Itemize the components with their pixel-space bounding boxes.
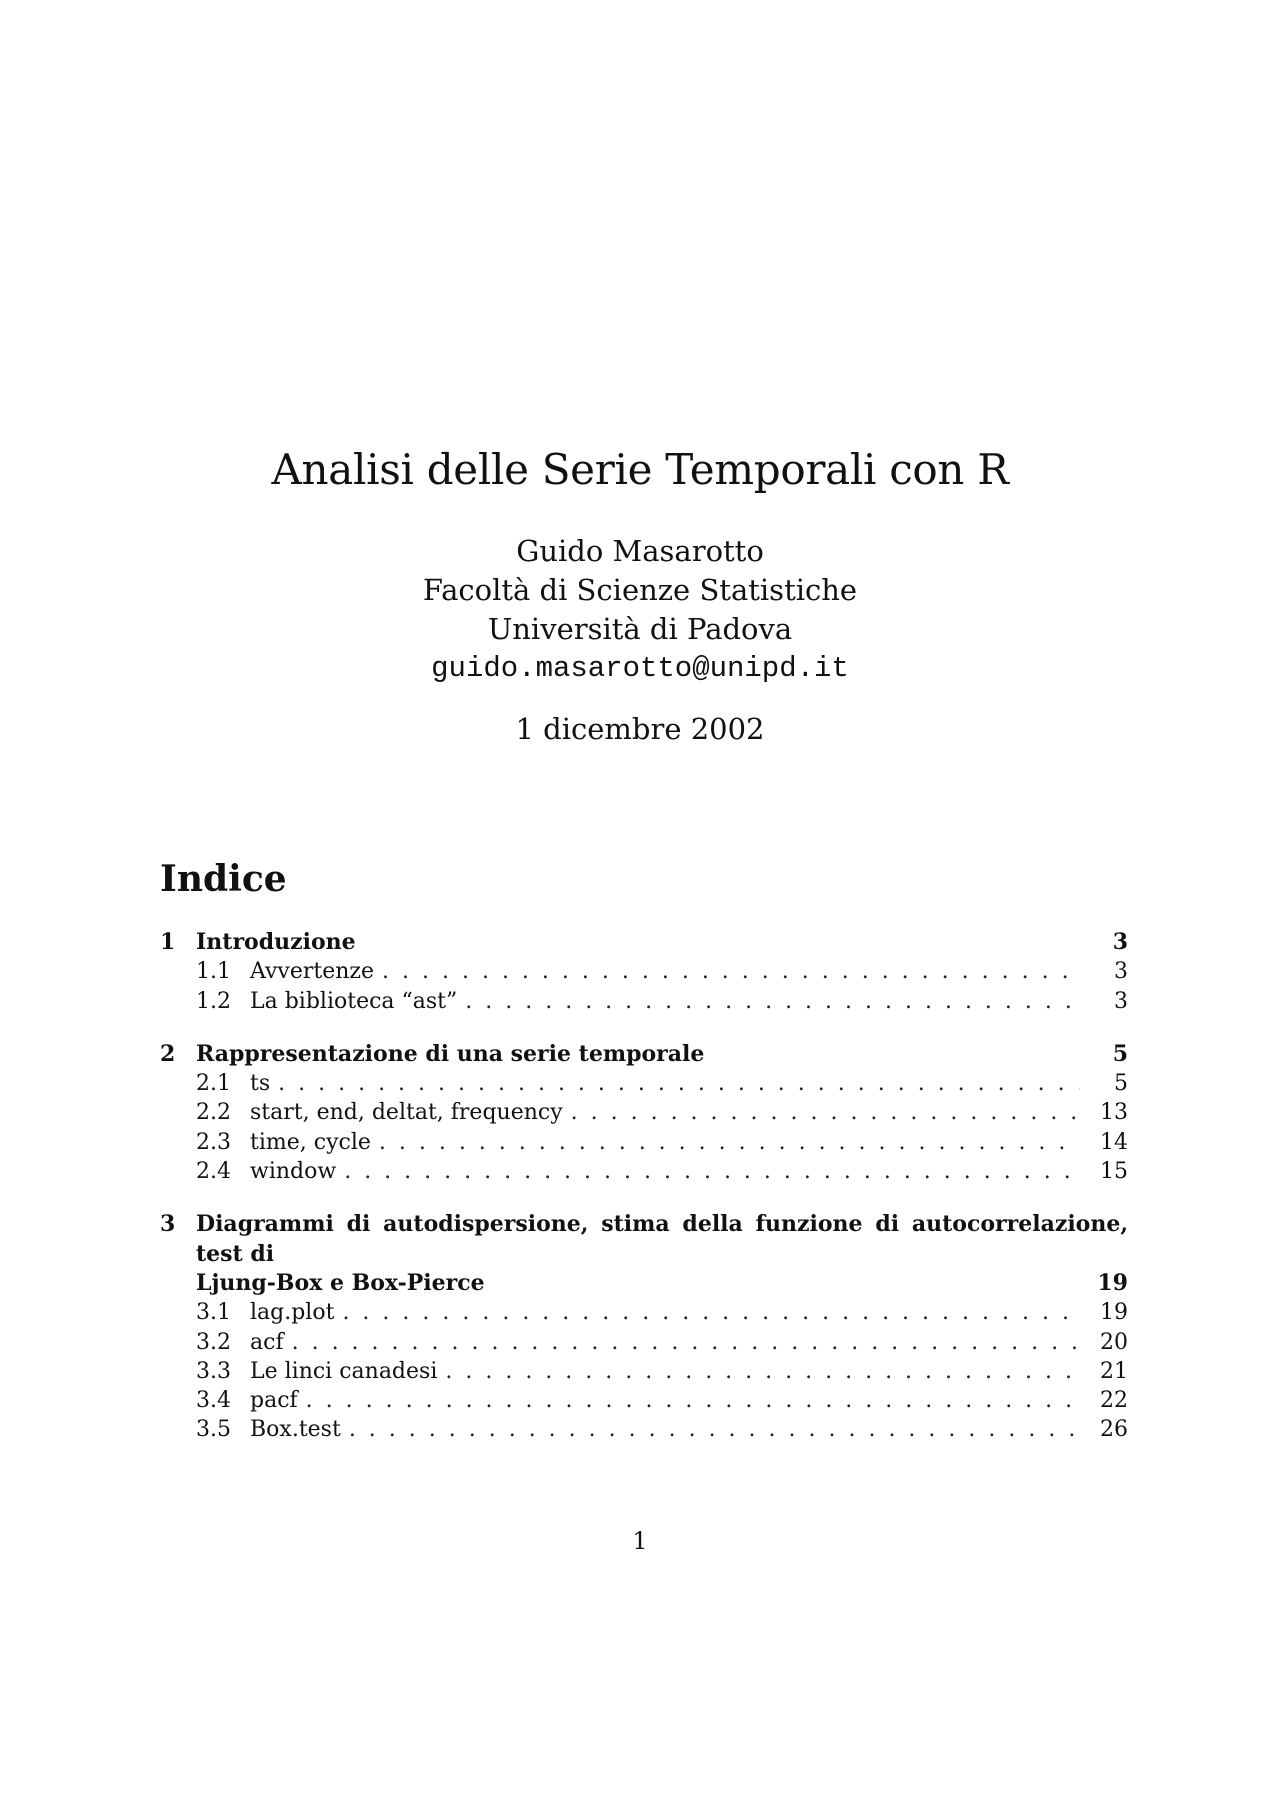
author-university: Università di Padova <box>487 612 793 646</box>
toc-entry <box>160 928 1128 957</box>
toc-section-2 <box>160 1040 1128 1186</box>
toc-subsection-title: Avvertenze <box>250 959 375 985</box>
toc-subsection-number: 3.4 <box>196 1388 231 1414</box>
toc-subentry <box>160 987 1128 1016</box>
toc-subentry <box>160 957 1128 986</box>
toc-heading: Indice <box>160 858 287 900</box>
toc-subsection-number: 2.1 <box>196 1071 231 1097</box>
toc-subsection-title: lag.plot <box>250 1300 335 1326</box>
toc-subsection-title: start, end, deltat, frequency <box>250 1100 563 1126</box>
page-number: 1 <box>632 1527 648 1555</box>
toc-subsection-title: window <box>250 1159 337 1185</box>
toc-subentry <box>160 1298 1128 1327</box>
author-name: Guido Masarotto <box>516 534 764 568</box>
toc-page-number: 14 <box>1100 1129 1128 1155</box>
toc-leader-dots <box>445 1357 1080 1386</box>
toc-leader-dots <box>379 1128 1080 1157</box>
author-block <box>0 532 1280 688</box>
toc-page-number: 15 <box>1100 1159 1128 1185</box>
toc-page-number: 3 <box>1112 929 1128 955</box>
toc-page-number: 22 <box>1100 1388 1128 1414</box>
toc-section-title: Rappresentazione di una serie temporale <box>196 1040 705 1067</box>
toc-subentry <box>160 1357 1128 1386</box>
toc-section-title-line1: Diagrammi di autodispersione, stima della funzione di autocorrelazione, test di <box>196 1211 1128 1267</box>
toc-section-number: 2 <box>160 1040 176 1067</box>
toc-subentry <box>160 1386 1128 1415</box>
toc-leader-dots <box>278 1069 1080 1098</box>
toc-page-number: 13 <box>1100 1100 1128 1126</box>
toc-leader-dots <box>571 1098 1080 1127</box>
toc-subsection-number: 1.1 <box>196 959 231 985</box>
toc-page-number: 5 <box>1112 1040 1128 1067</box>
toc-section-title <box>196 1210 1128 1269</box>
toc-page-number: 20 <box>1100 1329 1128 1355</box>
toc-leader-dots <box>349 1415 1080 1444</box>
toc-page-number: 3 <box>1114 959 1128 985</box>
toc-section-title: Introduzione <box>196 929 356 955</box>
toc-subsection-title: time, cycle <box>250 1129 371 1155</box>
toc-subentry <box>160 1098 1128 1127</box>
toc-entry <box>160 1210 1128 1269</box>
toc-page-number: 26 <box>1100 1417 1128 1443</box>
toc-leader-dots <box>342 1298 1080 1327</box>
toc-entry <box>160 1040 1128 1069</box>
toc-subsection-number: 3.3 <box>196 1358 231 1384</box>
table-of-contents <box>160 928 1128 1469</box>
toc-section-title-line2: Ljung-Box e Box-Pierce <box>196 1269 485 1296</box>
toc-subentry <box>160 1069 1128 1098</box>
toc-leader-dots <box>465 987 1080 1016</box>
toc-subsection-number: 2.3 <box>196 1129 231 1155</box>
toc-subsection-title: Le linci canadesi <box>250 1358 438 1384</box>
author-faculty: Facoltà di Scienze Statistiche <box>422 573 858 607</box>
toc-page-number: 3 <box>1114 988 1128 1014</box>
toc-subsection-number: 2.2 <box>196 1100 231 1126</box>
toc-subsection-number: 3.1 <box>196 1300 231 1326</box>
toc-subentry <box>160 1415 1128 1444</box>
toc-page-number: 5 <box>1114 1071 1128 1097</box>
toc-page-number: 19 <box>1100 1300 1128 1326</box>
toc-subsection-title: ts <box>250 1071 271 1097</box>
toc-subentry <box>160 1128 1128 1157</box>
toc-leader-dots <box>292 1328 1080 1357</box>
toc-subsection-number: 3.2 <box>196 1329 231 1355</box>
toc-subsection-title: Box.test <box>250 1417 341 1443</box>
toc-subentry <box>160 1328 1128 1357</box>
toc-section-number: 1 <box>160 929 176 955</box>
document-date: 1 dicembre 2002 <box>515 712 765 746</box>
toc-subsection-title: acf <box>250 1329 284 1355</box>
toc-subsection-number: 1.2 <box>196 988 231 1014</box>
toc-subsection-number: 2.4 <box>196 1159 231 1185</box>
author-email: guido.masarotto@unipd.it <box>431 652 849 685</box>
toc-leader-dots <box>306 1386 1080 1415</box>
toc-subentry <box>160 1157 1128 1186</box>
toc-page-number: 21 <box>1100 1358 1128 1384</box>
toc-section-number: 3 <box>160 1211 176 1238</box>
toc-leader-dots <box>344 1157 1080 1186</box>
toc-subsection-title: pacf <box>250 1388 298 1414</box>
toc-subsection-number: 3.5 <box>196 1417 231 1443</box>
toc-page-number: 19 <box>1097 1269 1128 1296</box>
toc-section-3 <box>160 1210 1128 1444</box>
toc-section-1 <box>160 928 1128 1016</box>
toc-subsection-title: La biblioteca “ast” <box>250 988 458 1014</box>
toc-entry-continued <box>160 1269 1128 1298</box>
document-title: Analisi delle Serie Temporali con R <box>271 445 1009 494</box>
toc-leader-dots <box>382 957 1080 986</box>
